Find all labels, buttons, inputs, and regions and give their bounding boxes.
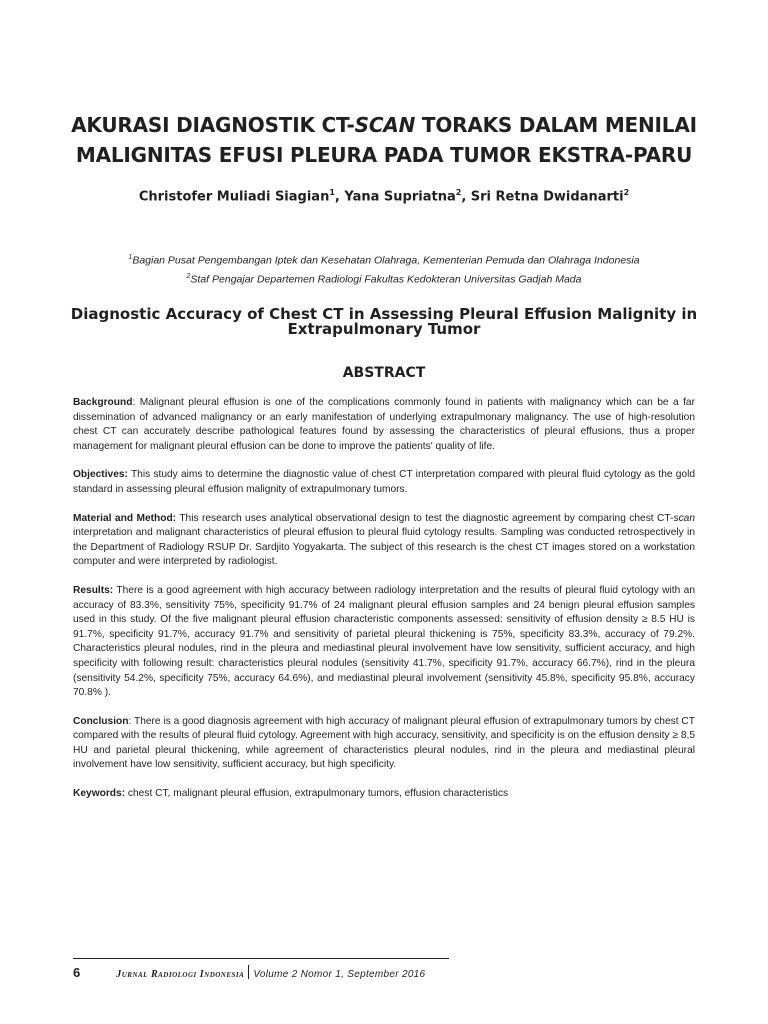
author-1: Christofer Muliadi Siagian (138, 189, 330, 205)
footer-rule (73, 958, 449, 959)
method-paragraph: Material and Method: This research uses analytical observational design to test the diagnostic agreement by comparing chest CT-scan interpretation and malignant characteristics of pleural effusion to pleural fluid cytology results. Sampling was conducted retrospectively in the Department of Radiology RSUP Dr. Sardjito Yogyakarta. The subject of this research is the chest CT images stored on a workstation computer and were interpreted by radiologist. (73, 512, 695, 568)
affiliation-1: $^1$Bagian Pusat Pengembangan Iptek dan Kesehatan Olahraga, Kementerian Pemuda dan Olahraga Indonesia (128, 254, 640, 267)
abstract-body (73, 396, 695, 816)
keywords-paragraph: Keywords: chest CT, malignant pleural effusion, extrapulmonary tumors, effusion characteristics (73, 788, 509, 800)
objectives-paragraph: Objectives: This study aims to determine the diagnostic value of chest CT interpretation compared with pleural fluid cytology as the gold standard in assessing pleural effusion malignity of extrapulmonary tumors. (73, 469, 695, 495)
journal-name: Jurnal Radiologi Indonesia (116, 969, 245, 980)
results-paragraph: Results: There is a good agreement with high accuracy between radiology interpretation and the results of pleural fluid cytology with an accuracy of 83.3%, sensitivity 75%, specificity 91.7% of 24 malignant pleural effusion samples and 24 benign pleural effusion samples used in this study. Of the five malignant pleural effusion characteristic components assessed: sensitivity of effusion density ≥ 8.5 HU is 91.7%, specificity 91.7%, accuracy 91.7% and sensitivity of parietal pleural thickening is 75%, specificity 83.3%, accuracy of 79.2%. Characteristics pleural nodules, rind in the pleura and mediastinal pleural involvement have low sensitivity, sufficient accuracy, and high specificity with following result: characteristics pleural nodules (sensitivity 41.7%, specificity 91.7%, accuracy 66.7%), rind in the pleura (sensitivity 54.2%, specificity 75%, accuracy 64.6%), and mediastinal pleural involvement (sensitivity 45.8%, specificity 95.8%, accuracy 70.8% ). (73, 584, 695, 699)
author-2: , Yana Supriatna (334, 189, 456, 205)
abstract-heading: ABSTRACT (342, 365, 426, 381)
author-3: , Sri Retna Dwidanarti (461, 189, 624, 205)
paper-title (40, 110, 728, 170)
author-list: Christofer Muliadi Siagian$^1$, Yana Supriatna$^2$, Sri Retna Dwidanarti$^2$ (138, 188, 630, 205)
background-paragraph: Background: Malignant pleural effusion is one of the complications commonly found in patients with malignancy which can be a far dissemination of advanced malignancy or an early manifestation of underlying extrapulmonary malignancy. The use of high-resolution chest CT can accurately describe pathological features found by assessing the characteristics of pleural effusions, thus a proper management for malignant pleural effusion can be done to improve the patients' quality of life. (73, 397, 695, 452)
title-line-1: AKURASI DIAGNOSTIK CT-SCAN TORAKS DALAM MENILAI (71, 113, 697, 137)
title-line-2: MALIGNITAS EFUSI PLEURA PADA TUMOR EKSTRA-PARU (75, 143, 693, 167)
issue-info: Volume 2 Nomor 1, September 2016 (253, 969, 426, 980)
affiliation-2: $^2$Staf Pengajar Departemen Radiologi Fakultas Kedokteran Universitas Gadjah Mada (186, 272, 582, 285)
footer-separator (248, 965, 249, 979)
conclusion-paragraph: Conclusion: There is a good diagnosis agreement with high accuracy of malignant pleural effusion of extrapulmonary tumors by chest CT compared with the results of pleural fluid cytology. Agreement with high accuracy, sensitivity, and specificity is on the effusion density ≥ 8,5 HU and parietal pleural thickening, while agreement of characteristics pleural nodules, rind in the pleura and mediastinal pleural involvement have low sensitivity, sufficient accuracy, but high specificity. (73, 715, 695, 771)
page-number: 6 (73, 965, 81, 980)
page-footer (73, 963, 695, 980)
english-title: Diagnostic Accuracy of Chest CT in Assessing Pleural Effusion Malignity in Extrapulmonary Tumor (70, 305, 698, 338)
affiliations (40, 250, 728, 287)
